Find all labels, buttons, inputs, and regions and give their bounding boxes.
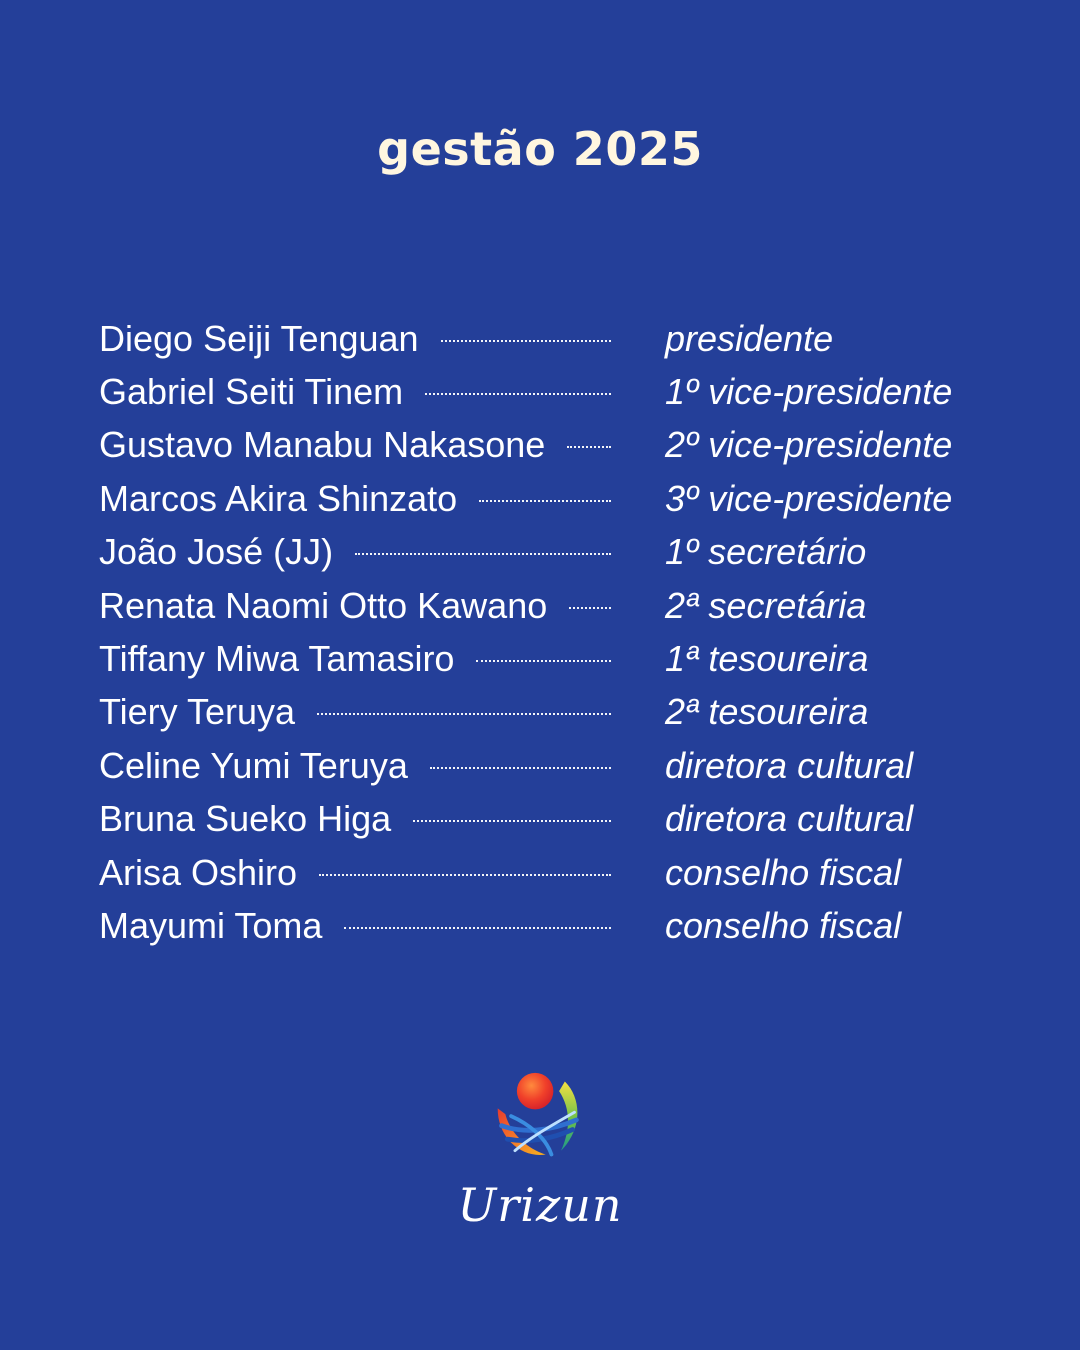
member-role: 1º secretário [665, 531, 867, 573]
member-name: Celine Yumi Teruya [99, 744, 408, 786]
list-item [99, 365, 999, 418]
list-item [99, 899, 999, 952]
member-name: Bruna Sueko Higa [99, 798, 392, 840]
member-name: Mayumi Toma [99, 904, 323, 946]
member-name: Gabriel Seiti Tinem [99, 371, 404, 413]
dotted-leader [355, 553, 611, 555]
member-role: 1ª tesoureira [665, 638, 869, 680]
list-item [99, 419, 999, 472]
list-item [99, 472, 999, 525]
dotted-leader [569, 607, 611, 609]
dotted-leader [317, 713, 611, 715]
dotted-leader [430, 767, 611, 769]
member-name: Arisa Oshiro [99, 851, 298, 893]
dotted-leader [319, 874, 611, 876]
dotted-leader [425, 393, 611, 395]
list-item [99, 686, 999, 739]
list-item [99, 632, 999, 685]
member-role: 2ª tesoureira [665, 691, 869, 733]
member-role: 1º vice-presidente [665, 371, 953, 413]
list-item [99, 526, 999, 579]
list-item [99, 739, 999, 792]
dotted-leader [476, 660, 611, 662]
member-name: Diego Seiji Tenguan [99, 317, 419, 359]
member-role: 2ª secretária [665, 584, 867, 626]
member-name: Tiffany Miwa Tamasiro [99, 638, 455, 680]
list-item [99, 793, 999, 846]
member-name: Gustavo Manabu Nakasone [99, 424, 546, 466]
member-role: presidente [665, 317, 834, 359]
brand-name: Urizun [457, 1178, 623, 1232]
dotted-leader [413, 820, 611, 822]
list-item [99, 312, 999, 365]
member-role: 3º vice-presidente [665, 477, 953, 519]
member-role: 2º vice-presidente [665, 424, 953, 466]
dotted-leader [479, 500, 611, 502]
list-item [99, 846, 999, 899]
member-name: Marcos Akira Shinzato [99, 477, 458, 519]
dotted-leader [567, 446, 611, 448]
member-role: conselho fiscal [665, 904, 902, 946]
member-role: diretora cultural [665, 798, 914, 840]
dotted-leader [344, 927, 611, 929]
member-name: João José (JJ) [99, 531, 334, 573]
urizun-sun-logo-icon [490, 1070, 586, 1166]
dotted-leader [441, 340, 611, 342]
member-list [99, 312, 999, 953]
list-item [99, 579, 999, 632]
page-title: gestão 2025 [377, 122, 703, 176]
member-name: Tiery Teruya [99, 691, 296, 733]
member-role: conselho fiscal [665, 851, 902, 893]
member-name: Renata Naomi Otto Kawano [99, 584, 548, 626]
member-role: diretora cultural [665, 744, 914, 786]
